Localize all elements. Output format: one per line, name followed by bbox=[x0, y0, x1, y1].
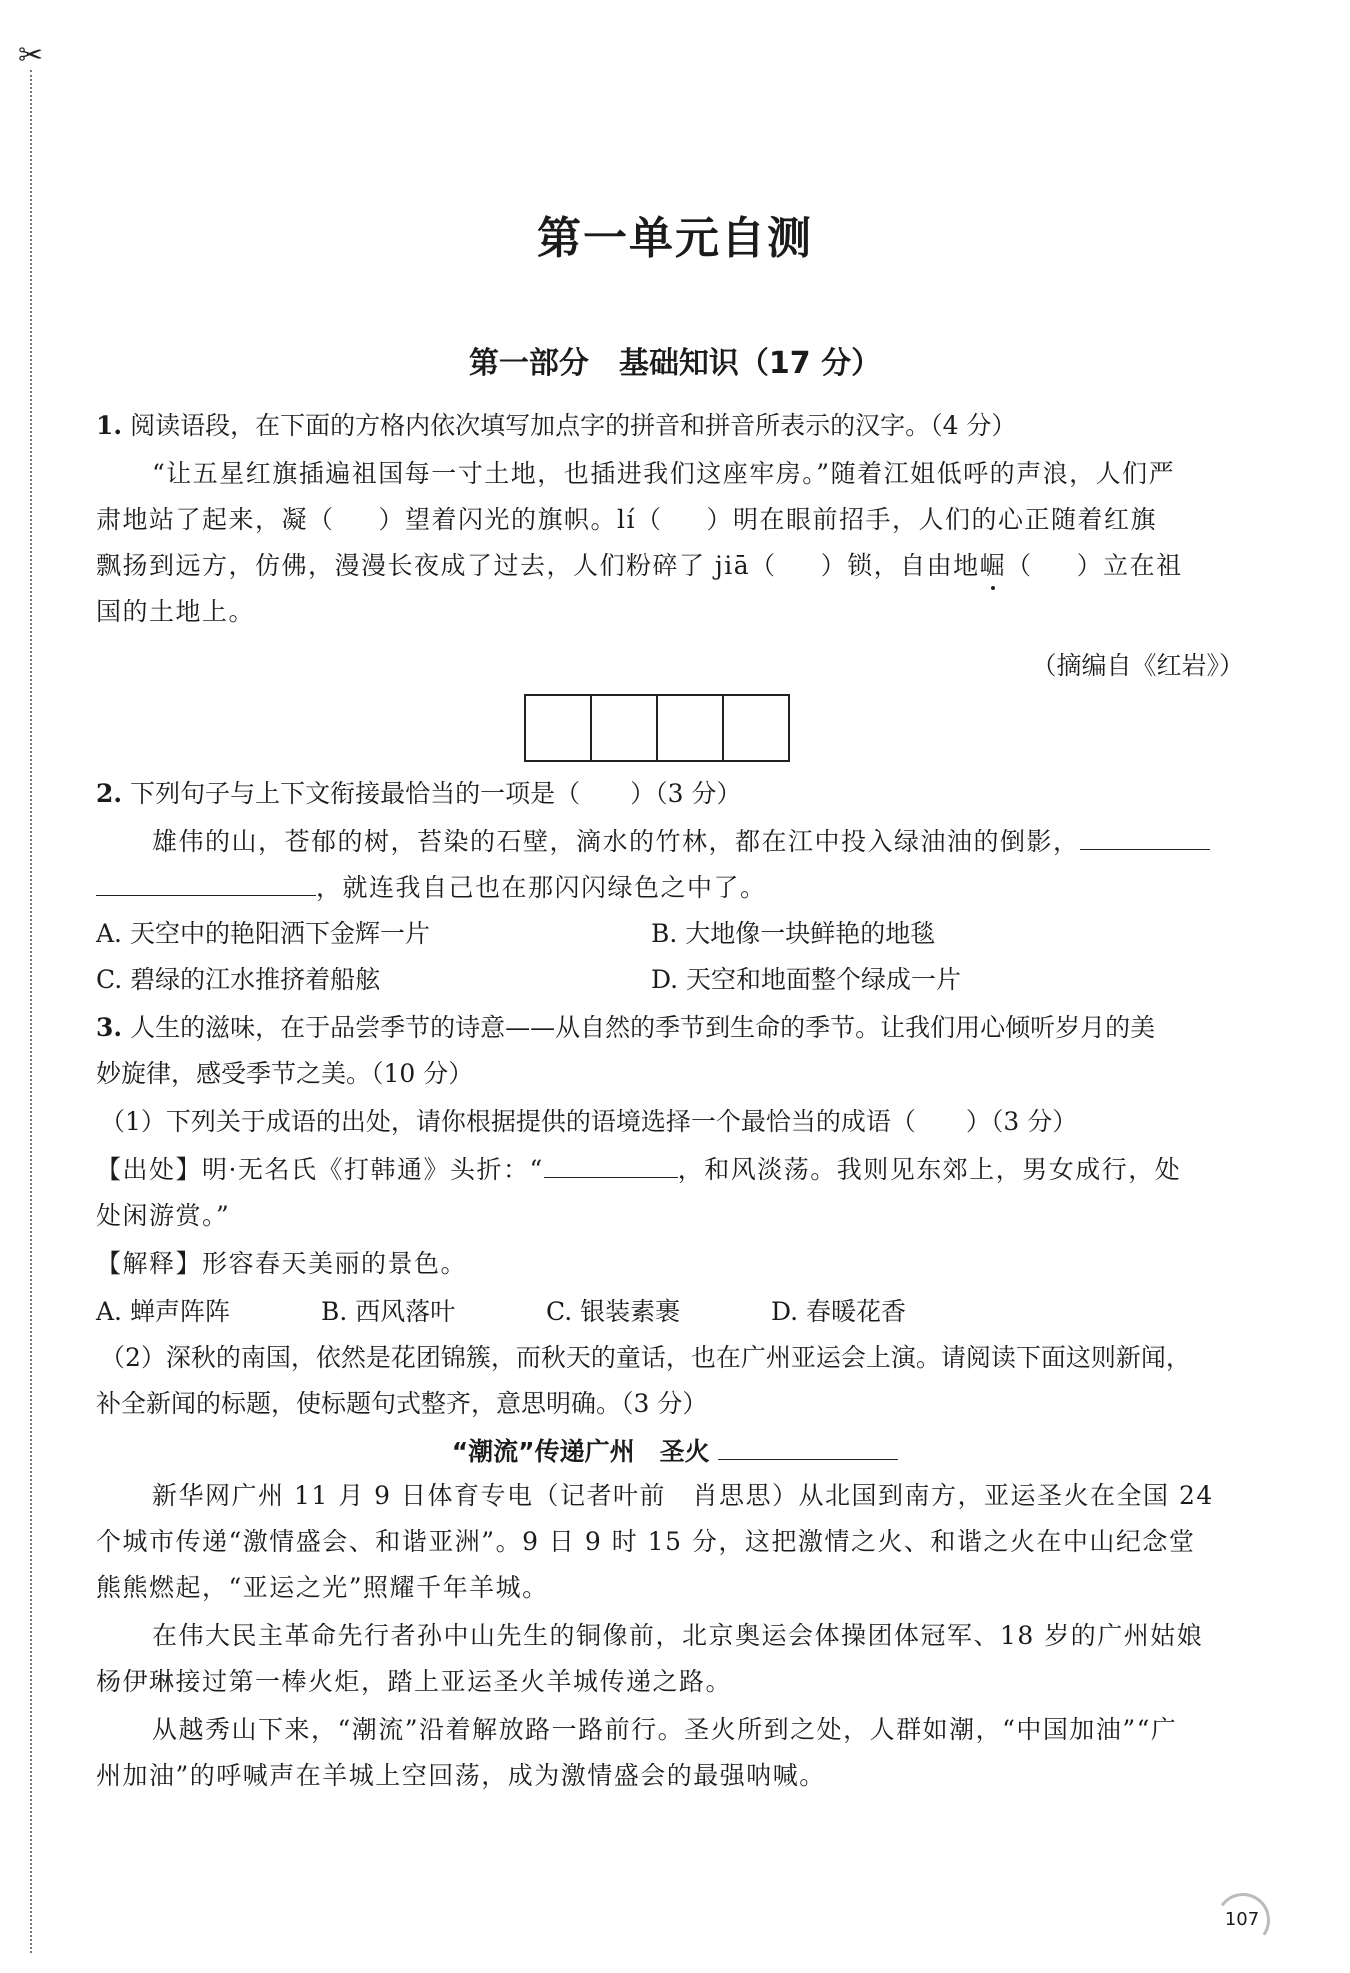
q3-origin-a: 【出处】明·无名氏《打韩通》头折：“ bbox=[96, 1155, 544, 1184]
q2-stem bbox=[96, 776, 741, 812]
q2-passage-line-2 bbox=[96, 870, 767, 906]
q1-passage-line-2 bbox=[96, 502, 1157, 538]
q3-origin-line-2: 处闲游赏。” bbox=[96, 1201, 231, 1230]
page-number: 107 bbox=[1224, 1909, 1260, 1930]
news-title-text: “潮流”传递广州 圣火 bbox=[451, 1437, 710, 1466]
q3-sub-2-line-2: 补全新闻的标题，使标题句式整齐，意思明确。（3 分） bbox=[96, 1389, 708, 1418]
q1-stem-text: 阅读语段，在下面的方格内依次填写加点字的拼音和拼音所表示的汉字。（4 分） bbox=[130, 411, 1017, 440]
news-p1-line-3: 熊熊燃起，“亚运之光”照耀千年羊城。 bbox=[96, 1573, 549, 1602]
q2-option-c[interactable]: C. 碧绿的江水推挤着船舷 bbox=[96, 965, 381, 994]
news-title bbox=[96, 1432, 1254, 1468]
q3-origin-b: ，和风淡荡。我则见东郊上，男女成行，处 bbox=[677, 1155, 1182, 1184]
answer-box[interactable] bbox=[656, 694, 724, 762]
q1-l2a: 肃地站了起来，凝（ bbox=[96, 505, 335, 534]
q2-number: 2. bbox=[96, 779, 123, 808]
dotted-character: 崛 bbox=[980, 548, 1007, 584]
q1-passage-line-1: “让五星红旗插遍祖国每一寸土地，也插进我们这座牢房。”随着江姐低呼的声浪，人们严 bbox=[152, 459, 1176, 488]
news-p3-line-2: 州加油”的呼喊声在羊城上空回荡，成为激情盛会的最强呐喊。 bbox=[96, 1761, 826, 1790]
q2-option-b[interactable]: B. 大地像一块鲜艳的地毯 bbox=[651, 919, 936, 948]
q1-l3d: ）立在祖 bbox=[1076, 551, 1183, 580]
q1-l2c: ）明在眼前招手，人们的心正随着红旗 bbox=[706, 505, 1158, 534]
section-title: 第一部分 基础知识（17 分） bbox=[468, 346, 882, 381]
q3-sub-1: （1）下列关于成语的出处，请你根据提供的语境选择一个最恰当的成语（ ）（3 分） bbox=[100, 1107, 1078, 1136]
page-number-badge bbox=[1216, 1893, 1268, 1945]
fill-blank[interactable] bbox=[718, 1437, 898, 1460]
q3-stem-line-1 bbox=[96, 1010, 1155, 1046]
fill-blank[interactable] bbox=[1080, 827, 1210, 850]
q1-passage-line-3 bbox=[96, 548, 1183, 584]
q2-option-d[interactable]: D. 天空和地面整个绿成一片 bbox=[651, 965, 962, 994]
q3-explain: 【解释】形容春天美丽的景色。 bbox=[96, 1249, 468, 1278]
q1-l3a: 飘扬到远方，仿佛，漫漫长夜成了过去，人们粉碎了 jiā（ bbox=[96, 551, 777, 580]
q3-option-a[interactable]: A. 蝉声阵阵 bbox=[96, 1297, 230, 1326]
q1-passage-line-4: 国的土地上。 bbox=[96, 597, 256, 626]
cut-line bbox=[30, 70, 32, 1953]
news-p2-line-2: 杨伊琳接过第一棒火炬，踏上亚运圣火羊城传递之路。 bbox=[96, 1667, 733, 1696]
q3-sub-2-line-1: （2）深秋的南国，依然是花团锦簇，而秋天的童话，也在广州亚运会上演。请阅读下面这则新闻， bbox=[100, 1343, 1191, 1372]
q1-l2b: ）望着闪光的旗帜。lí（ bbox=[378, 505, 663, 534]
q3-number: 3. bbox=[96, 1013, 123, 1042]
q3-option-c[interactable]: C. 银装素裹 bbox=[546, 1297, 681, 1326]
q1-number: 1. bbox=[96, 411, 123, 440]
q2-option-a[interactable]: A. 天空中的艳阳洒下金辉一片 bbox=[96, 919, 430, 948]
q3-stem-line-2: 妙旋律，感受季节之美。（10 分） bbox=[96, 1059, 474, 1088]
q2-l1: 雄伟的山，苍郁的树，苔染的石壁，滴水的竹林，都在江中投入绿油油的倒影， bbox=[152, 827, 1080, 856]
q2-l2: ，就连我自己也在那闪闪绿色之中了。 bbox=[316, 873, 767, 902]
page-title: 第一单元自测 bbox=[537, 213, 813, 264]
news-p1-line-1: 新华网广州 11 月 9 日体育专电（记者叶前 肖思思）从北国到南方，亚运圣火在全国 24 bbox=[152, 1481, 1214, 1510]
q1-l3b: ）锁，自由地 bbox=[820, 551, 980, 580]
fill-blank[interactable] bbox=[96, 873, 316, 896]
q2-stem-text: 下列句子与上下文衔接最恰当的一项是（ ）（3 分） bbox=[130, 779, 742, 808]
q3-stem-text-1: 人生的滋味，在于品尝季节的诗意——从自然的季节到生命的季节。让我们用心倾听岁月的美 bbox=[130, 1013, 1156, 1042]
q1-source: （摘编自《红岩》） bbox=[1031, 651, 1244, 680]
q2-passage-line-1 bbox=[152, 824, 1210, 860]
answer-box[interactable] bbox=[722, 694, 790, 762]
q3-option-b[interactable]: B. 西风落叶 bbox=[321, 1297, 456, 1326]
scissors-icon: ✂ bbox=[18, 38, 44, 73]
q1-l3c: （ bbox=[1006, 551, 1033, 580]
answer-box[interactable] bbox=[524, 694, 592, 762]
news-p1-line-2: 个城市传递“激情盛会、和谐亚洲”。9 日 9 时 15 分，这把激情之火、和谐之火在中山纪念堂 bbox=[96, 1527, 1196, 1556]
fill-blank[interactable] bbox=[544, 1155, 678, 1178]
answer-box[interactable] bbox=[590, 694, 658, 762]
news-p3-line-1: 从越秀山下来，“潮流”沿着解放路一路前行。圣火所到之处，人群如潮，“中国加油”“广 bbox=[152, 1715, 1178, 1744]
q1-stem bbox=[96, 408, 1016, 444]
q3-option-d[interactable]: D. 春暖花香 bbox=[771, 1297, 907, 1326]
q3-origin-line-1 bbox=[96, 1152, 1181, 1188]
news-p2-line-1: 在伟大民主革命先行者孙中山先生的铜像前，北京奥运会体操团体冠军、18 岁的广州姑娘 bbox=[152, 1621, 1204, 1650]
answer-boxes bbox=[526, 694, 790, 762]
